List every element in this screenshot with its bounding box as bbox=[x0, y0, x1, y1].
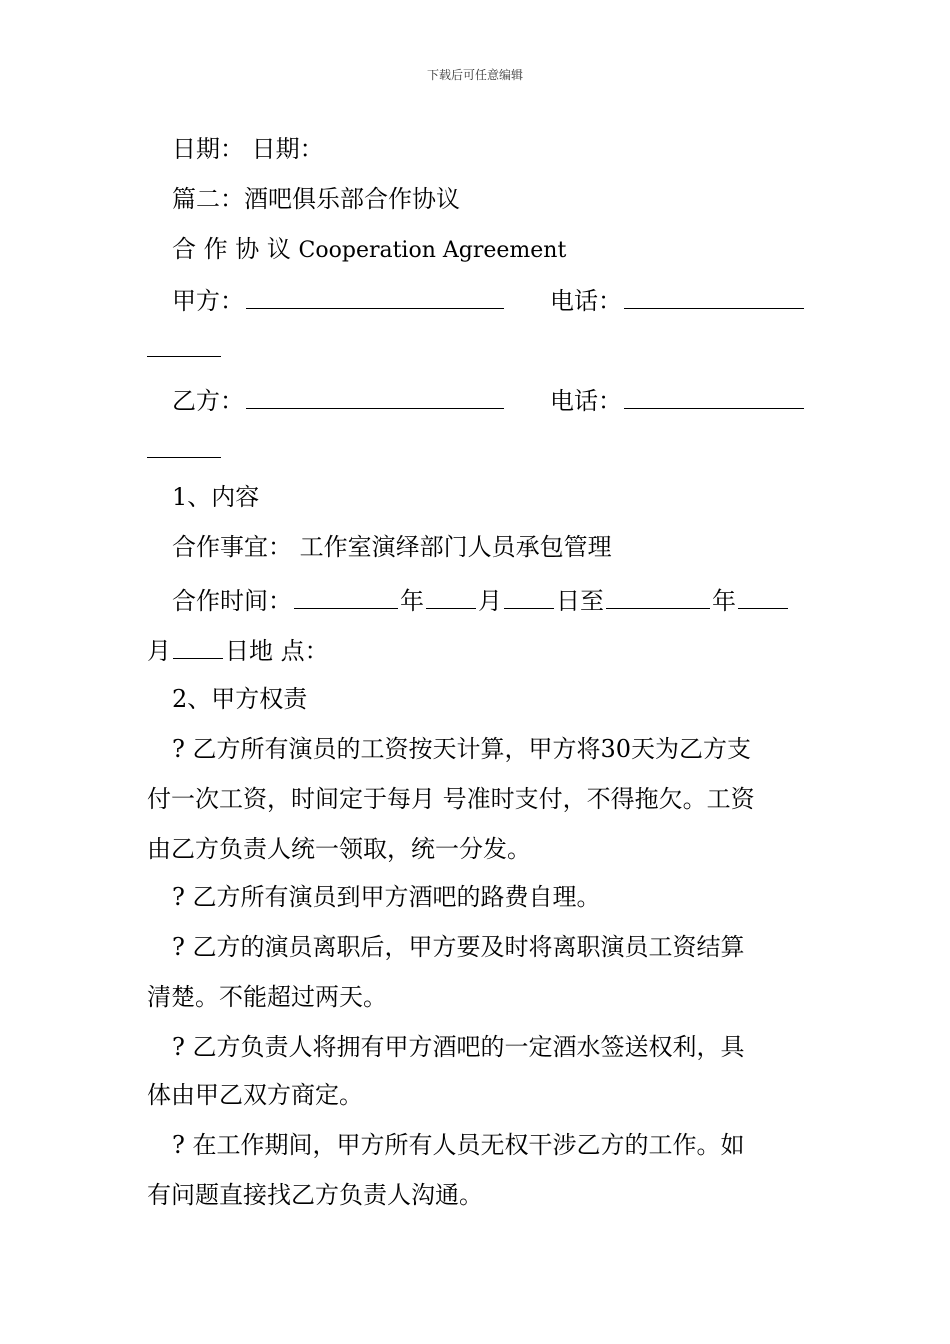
month-label: 月 bbox=[478, 587, 502, 615]
date-line: 日期： 日期： bbox=[172, 135, 324, 163]
page-header-note: 下载后可任意编辑 bbox=[426, 68, 523, 82]
party-a-phone-blank-continued bbox=[147, 356, 221, 357]
agreement-title-en: Cooperation Agreement bbox=[298, 238, 567, 263]
clause1-line1: ? 乙方所有演员的工资按天计算，甲方将30天为乙方支 bbox=[172, 735, 752, 763]
agreement-title bbox=[172, 234, 566, 264]
year-label-2: 年 bbox=[712, 587, 736, 615]
clause1-line3: 由乙方负责人统一领取，统一分发。 bbox=[147, 835, 531, 863]
party-a-label: 甲方： bbox=[172, 287, 244, 315]
year-label: 年 bbox=[400, 587, 424, 615]
phone-label-a: 电话： bbox=[550, 287, 622, 315]
party-a-line bbox=[172, 284, 506, 314]
month-label-2: 月 bbox=[147, 637, 171, 665]
cooperation-time-line bbox=[172, 584, 790, 614]
cooperation-time-label: 合作时间： bbox=[172, 587, 292, 615]
clause3-line2: 清楚。不能超过两天。 bbox=[147, 983, 387, 1011]
party-b-line bbox=[172, 384, 506, 414]
clause5-line1: ? 在工作期间，甲方所有人员无权干涉乙方的工作。如 bbox=[172, 1131, 745, 1159]
section-title: 篇二：酒吧俱乐部合作协议 bbox=[172, 185, 460, 213]
cooperation-time-line-continued bbox=[147, 634, 329, 664]
party-a-phone-blank[interactable] bbox=[624, 284, 804, 309]
clause4-line2: 体由甲乙双方商定。 bbox=[147, 1081, 363, 1109]
party-a-blank[interactable] bbox=[246, 284, 504, 309]
party-b-blank[interactable] bbox=[246, 384, 504, 409]
cooperation-matter: 合作事宜： 工作室演绎部门人员承包管理 bbox=[172, 533, 612, 561]
party-b-phone-blank[interactable] bbox=[624, 384, 804, 409]
party-b-label: 乙方： bbox=[172, 387, 244, 415]
agreement-title-cn: 合 作 协 议 bbox=[172, 235, 291, 263]
party-b-phone bbox=[550, 384, 806, 414]
clause1-line2: 付一次工资，时间定于每月 号准时支付，不得拖欠。工资 bbox=[147, 785, 755, 813]
clause3-line1: ? 乙方的演员离职后，甲方要及时将离职演员工资结算 bbox=[172, 933, 745, 961]
item2-heading: 2、甲方权责 bbox=[172, 685, 308, 713]
start-month-blank[interactable] bbox=[426, 584, 476, 609]
start-year-blank[interactable] bbox=[294, 584, 398, 609]
end-day-blank[interactable] bbox=[173, 634, 223, 659]
clause5-line2: 有问题直接找乙方负责人沟通。 bbox=[147, 1181, 483, 1209]
item1-heading: 1、内容 bbox=[172, 483, 260, 511]
clause4-line1: ? 乙方负责人将拥有甲方酒吧的一定酒水签送权利，具 bbox=[172, 1033, 745, 1061]
clause2-line1: ? 乙方所有演员到甲方酒吧的路费自理。 bbox=[172, 883, 601, 911]
day-location-label: 日地 点： bbox=[225, 637, 329, 665]
party-a-phone bbox=[550, 284, 806, 314]
party-b-phone-blank-continued bbox=[147, 457, 221, 458]
day-to-label: 日至 bbox=[556, 587, 604, 615]
end-year-blank[interactable] bbox=[606, 584, 710, 609]
end-month-blank[interactable] bbox=[738, 584, 788, 609]
start-day-blank[interactable] bbox=[504, 584, 554, 609]
phone-label-b: 电话： bbox=[550, 387, 622, 415]
